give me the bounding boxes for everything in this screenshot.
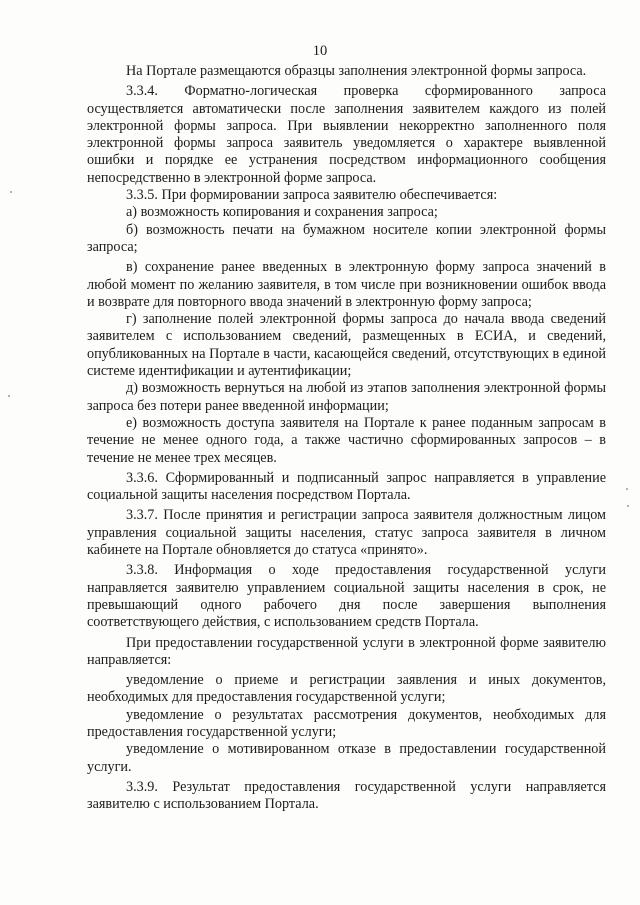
page-number: 10 (312, 43, 328, 59)
paragraph-3-3-5: 3.3.5. При формировании запроса заявителю обеспечивается: (126, 187, 498, 204)
paragraph-electronic-form: При предоставлении государственной услуги в электронной форме заявителю направляется: (87, 634, 606, 668)
paragraph-3-3-6: 3.3.6. Сформированный и подписанный запрос направляется в управление социальной защиты населения посредством Портала. (87, 469, 606, 504)
list-item-d: д) возможность вернуться на любой из этапов заполнения электронной формы запроса без потери ранее введенной информации; (87, 380, 606, 414)
list-item-v: в) сохранение ранее введенных в электронную форму запроса значений в любой момент по желанию заявителя, в том числе при возникновении ошибок ввода и возврате для повторного ввода значений в электронную форму запроса; (87, 259, 606, 310)
paragraph-3-3-4: 3.3.4. Форматно-логическая проверка сформированного запроса осуществляется автоматически после заполнения заявителем каждого из полей электронной формы запроса. При выявлении некорректно заполненного поля электронной формы запроса заявитель уведомляется о характере выявленной ошибки и порядке ее устранения посредством информационного сообщения непосредственно в электронной форме запроса. (87, 83, 606, 186)
notification-results: уведомление о результатах рассмотрения документов, необходимых для предоставления государственной услуги; (87, 706, 606, 740)
paragraph-3-3-7: 3.3.7. После принятия и регистрации запроса заявителя должностным лицом управления социальной защиты населения, статус запроса заявителя в личном кабинете на Портале обновляется до статуса «принято». (87, 507, 606, 559)
list-item-e: е) возможность доступа заявителя на Портале к ранее поданным запросам в течение не менее одного года, а также частично сформированных запросов – в течение не менее трех месяцев. (87, 414, 606, 466)
paragraph-3-3-8: 3.3.8. Информация о ходе предоставления государственной услуги направляется заявителю управлением социальной защиты населения в срок, не превышающий одного рабочего дня после завершения выполнения соответствующего действия, с использованием средств Портала. (87, 562, 606, 631)
list-item-g: г) заполнение полей электронной формы запроса до начала ввода сведений заявителем с использованием сведений, размещенных в ЕСИА, и сведений, опубликованных на Портале в части, касающейся сведений, отсутствующих в единой системе идентификации и аутентификации; (87, 311, 606, 380)
scan-speck (626, 488, 628, 490)
scan-speck (627, 505, 629, 507)
scan-speck (8, 395, 10, 397)
paragraph-portal-samples: На Портале размещаются образцы заполнения электронной формы запроса. (126, 63, 587, 79)
document-text (87, 63, 606, 813)
notification-receipt: уведомление о приеме и регистрации заявления и иных документов, необходимых для предоставления государственной услуги; (87, 672, 606, 706)
notification-refusal: уведомление о мотивированном отказе в предоставлении государственной услуги. (87, 741, 606, 775)
list-item-a: а) возможность копирования и сохранения запроса; (126, 204, 438, 221)
scan-speck (10, 191, 12, 193)
paragraph-3-3-9: 3.3.9. Результат предоставления государственной услуги направляется заявителю с использованием Портала. (87, 778, 606, 813)
list-item-b: б) возможность печати на бумажном носителе копии электронной формы запроса; (87, 221, 606, 255)
